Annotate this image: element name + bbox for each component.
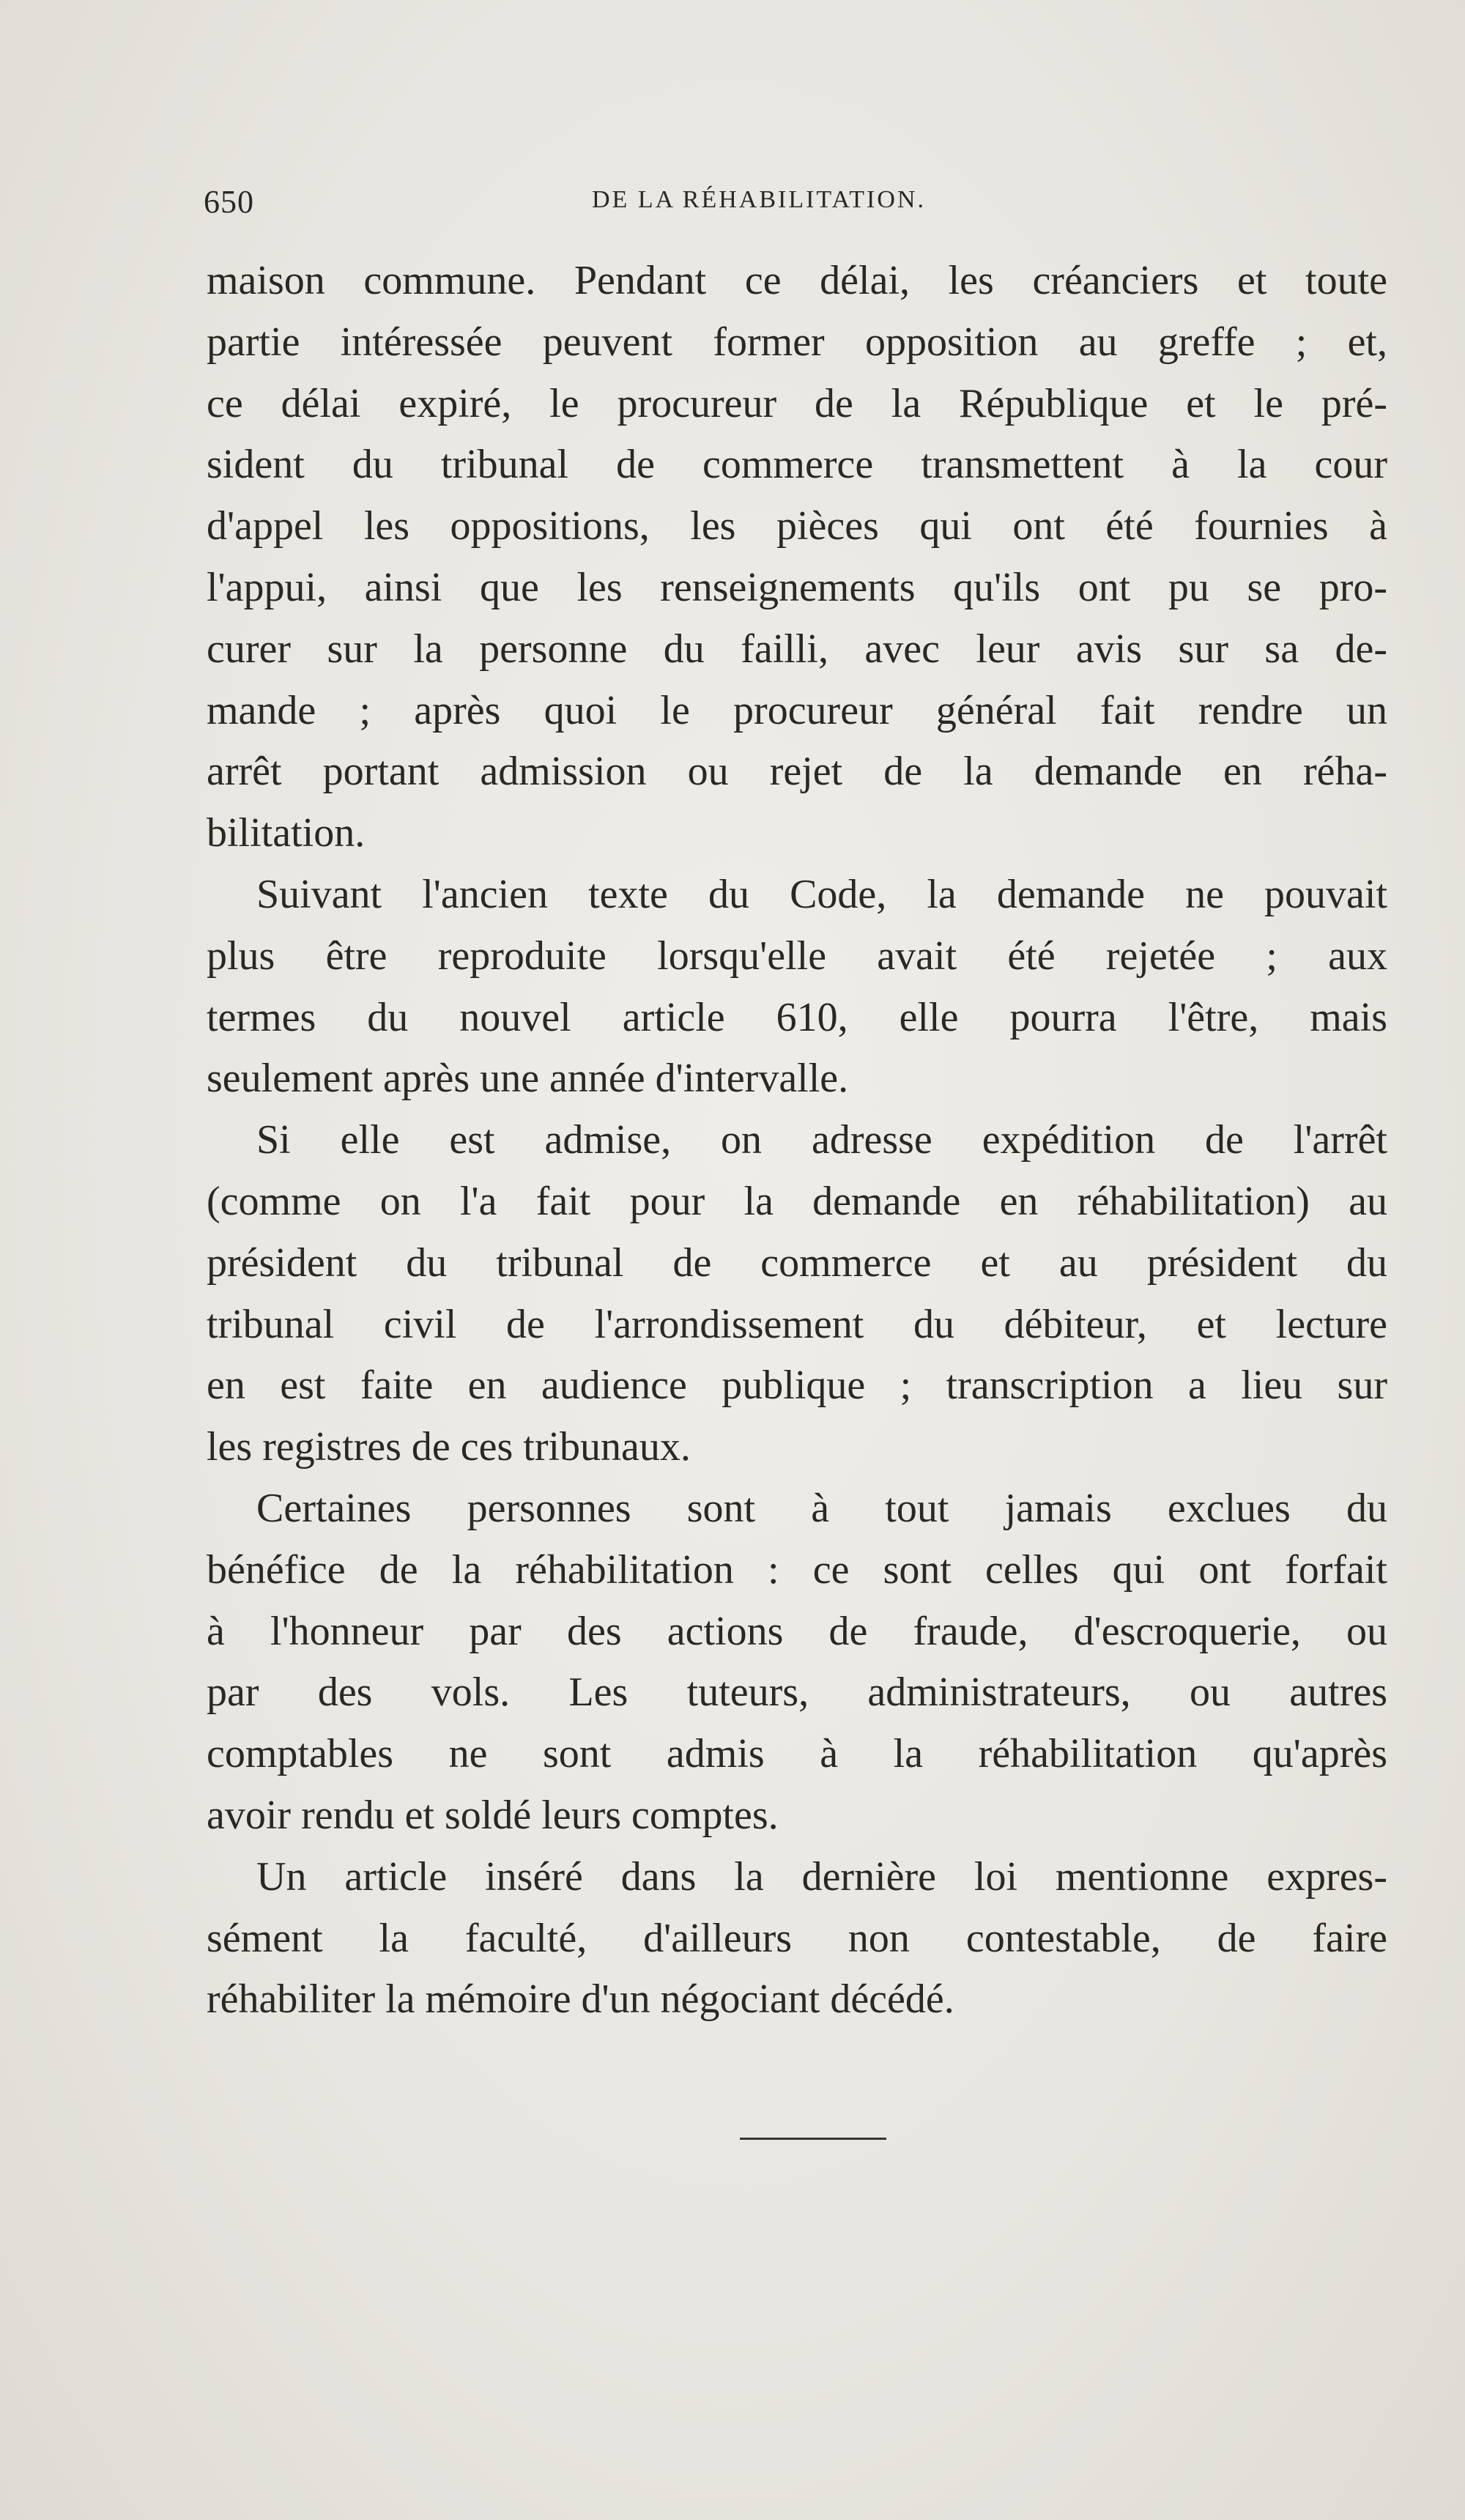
text-line: arrêt portant admission ou rejet de la demande en réha- <box>207 749 1387 795</box>
text-line: curer sur la personne du failli, avec leur avis sur sa de- <box>207 626 1387 672</box>
text-line: maison commune. Pendant ce délai, les créanciers et toute <box>207 258 1387 303</box>
text-line: bénéfice de la réhabilitation : ce sont celles qui ont forfait <box>207 1546 1387 1593</box>
text-line: Certaines personnes sont à tout jamais exclues du <box>256 1485 1387 1531</box>
text-line: président du tribunal de commerce et au président du <box>207 1239 1387 1286</box>
paragraph-3 <box>207 1110 1387 1478</box>
text-line: Un article inséré dans la dernière loi mentionne expres- <box>256 1853 1387 1900</box>
text-line: par des vols. Les tuteurs, administrateurs, ou autres <box>207 1670 1387 1716</box>
text-line: sément la faculté, d'ailleurs non contestable, de faire <box>207 1915 1387 1961</box>
text-line: termes du nouvel article 610, elle pourra l'être, mais <box>207 994 1387 1040</box>
text-line: à l'honneur par des actions de fraude, d'escroquerie, ou <box>207 1608 1387 1654</box>
page-number: 650 <box>204 184 254 220</box>
text-line: d'appel les oppositions, les pièces qui ont été fournies à <box>207 503 1387 549</box>
text-line: ce délai expiré, le procureur de la République et le pré- <box>207 380 1387 426</box>
text-line: avoir rendu et soldé leurs comptes. <box>207 1792 779 1838</box>
text-line: Si elle est admise, on adresse expédition de l'arrêt <box>256 1117 1387 1163</box>
text-line: partie intéressée peuvent former opposition au greffe ; et, <box>207 319 1387 365</box>
paragraph-5 <box>207 1847 1387 2031</box>
text-line: mande ; après quoi le procureur général fait rendre un <box>207 687 1387 733</box>
paragraph-1 <box>207 251 1387 864</box>
running-head: DE LA RÉHABILITATION. <box>592 186 926 213</box>
text-line: Suivant l'ancien texte du Code, la demande ne pouvait <box>256 871 1387 917</box>
text-line: en est faite en audience publique ; transcription a lieu sur <box>207 1363 1387 1409</box>
text-line: sident du tribunal de commerce transmettent à la cour <box>207 442 1387 488</box>
text-line: plus être reproduite lorsqu'elle avait été rejetée ; aux <box>207 933 1387 979</box>
text-line: réhabiliter la mémoire d'un négociant décédé. <box>207 1976 954 2023</box>
body-text <box>207 251 1387 2031</box>
text-line: seulement après une année d'intervalle. <box>207 1056 849 1102</box>
text-line: bilitation. <box>207 810 366 856</box>
text-line: comptables ne sont admis à la réhabilitation qu'après <box>207 1731 1387 1777</box>
end-rule <box>740 2138 886 2140</box>
text-line: les registres de ces tribunaux. <box>207 1424 691 1470</box>
paragraph-4 <box>207 1478 1387 1847</box>
text-line: l'appui, ainsi que les renseignements qu'ils ont pu se pro- <box>207 564 1387 610</box>
page-header <box>204 183 1046 227</box>
text-line: (comme on l'a fait pour la demande en réhabilitation) au <box>207 1178 1387 1224</box>
paragraph-2 <box>207 864 1387 1110</box>
text-line: tribunal civil de l'arrondissement du débiteur, et lecture <box>207 1301 1387 1347</box>
